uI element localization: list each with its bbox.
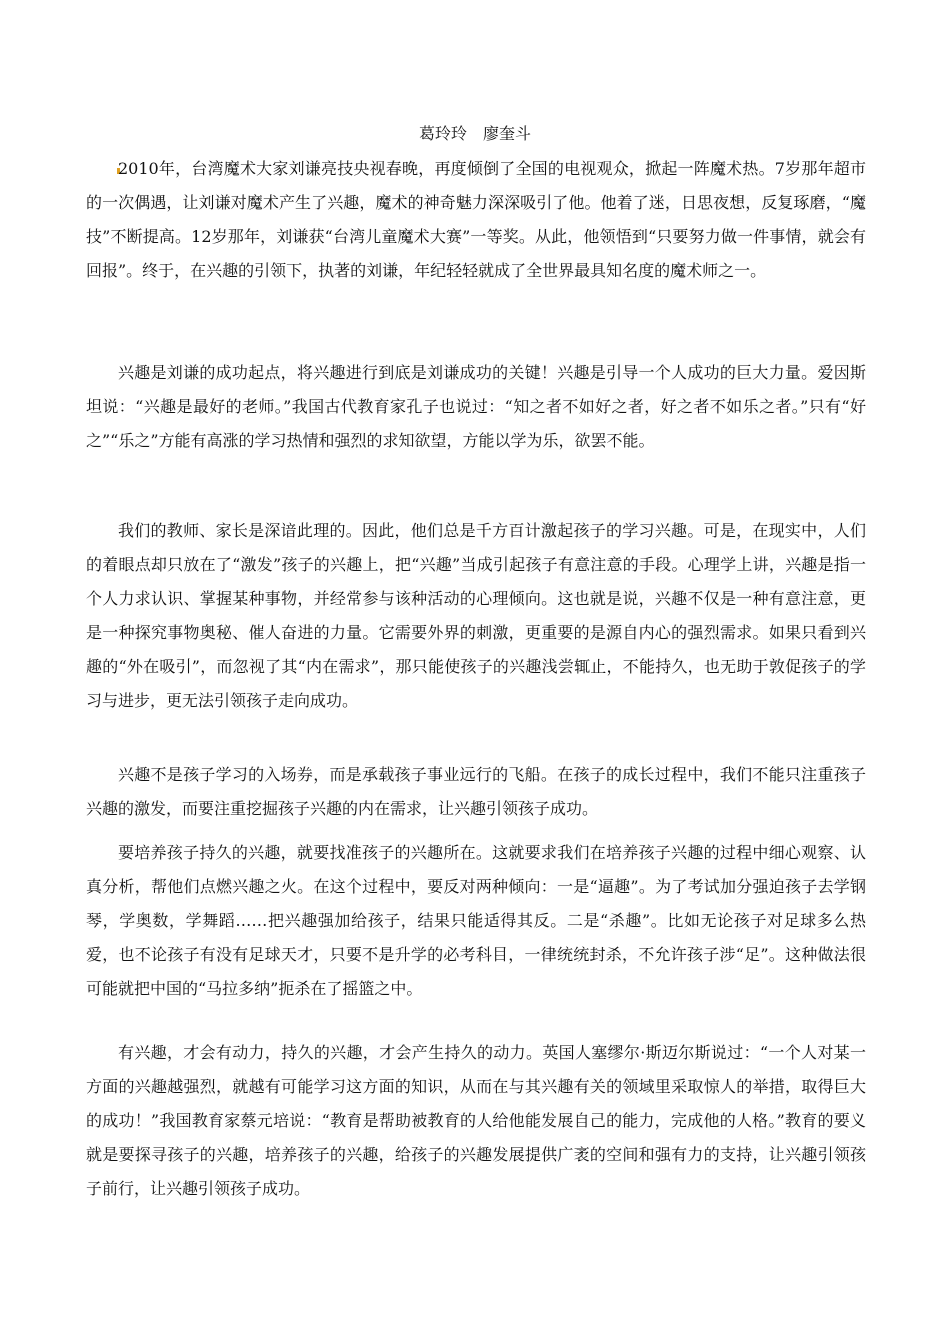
author-line: 葛玲玲 廖奎斗 <box>418 124 531 143</box>
paragraph-2: 兴趣是刘谦的成功起点，将兴趣进行到底是刘谦成功的关键！兴趣是引导一个人成功的巨大力量。爱因斯坦说：“兴趣是最好的老师。”我国古代教育家孔子也说过：“知之者不如好之者，好之者不如乐之者。”只有“好之”“乐之”方能有高涨的学习热情和强烈的求知欲望，方能以学为乐，欲罢不能。 <box>86 363 866 450</box>
paragraph-5: 要培养孩子持久的兴趣，就要找准孩子的兴趣所在。这就要求我们在培养孩子兴趣的过程中细心观察、认真分析，帮他们点燃兴趣之火。在这个过程中，要反对两种倾向：一是“逼趣”。为了考试加分强迫孩子去学钢琴，学奥数，学舞蹈……把兴趣强加给孩子，结果只能适得其反。二是“杀趣”。比如无论孩子对足球多么热爱，也不论孩子有没有足球天才，只要不是升学的必考科目，一律统统封杀，不允许孩子涉“足”。这种做法很可能就把中国的“马拉多纳”扼杀在了摇篮之中。 <box>86 843 866 998</box>
paragraph-3: 我们的教师、家长是深谙此理的。因此，他们总是千方百计激起孩子的学习兴趣。可是，在现实中，人们的着眼点却只放在了“激发”孩子的兴趣上，把“兴趣”当成引起孩子有意注意的手段。心理学上讲，兴趣是指一个人力求认识、掌握某种事物，并经常参与该种活动的心理倾向。这也就是说，兴趣不仅是一种有意注意，更是一种探究事物奥秘、催人奋进的力量。它需要外界的刺激，更重要的是源自内心的强烈需求。如果只看到兴趣的“外在吸引”，而忽视了其“内在需求”，那只能使孩子的兴趣浅尝辄止，不能持久，也无助于敦促孩子的学习与进步，更无法引领孩子走向成功。 <box>86 521 866 710</box>
paragraph-6: 有兴趣，才会有动力，持久的兴趣，才会产生持久的动力。英国人塞缪尔·斯迈尔斯说过：“一个人对某一方面的兴趣越强烈，就越有可能学习这方面的知识，从而在与其兴趣有关的领域里采取惊人的举措，取得巨大的成功！”我国教育家蔡元培说：“教育是帮助被教育的人给他能发展自己的能力，完成他的人格。”教育的要义就是要探寻孩子的兴趣，培养孩子的兴趣，给孩子的兴趣发展提供广袤的空间和强有力的支持，让兴趣引领孩子前行，让兴趣引领孩子成功。 <box>86 1043 866 1198</box>
paragraph-4: 兴趣不是孩子学习的入场券，而是承载孩子事业远行的飞船。在孩子的成长过程中，我们不能只注重孩子兴趣的激发，而要注重挖掘孩子兴趣的内在需求，让兴趣引领孩子成功。 <box>86 765 866 818</box>
paragraph-1: 2010年，台湾魔术大家刘谦亮技央视春晚，再度倾倒了全国的电视观众，掀起一阵魔术热。7岁那年超市的一次偶遇，让刘谦对魔术产生了兴趣，魔术的神奇魅力深深吸引了他。他着了迷，日思夜想，反复琢磨，“魔技”不断提高。12岁那年，刘谦获“台湾儿童魔术大赛”一等奖。从此，他领悟到“只要努力做一件事情，就会有回报”。终于，在兴趣的引领下，执著的刘谦，年纪轻轻就成了全世界最具知名度的魔术师之一。 <box>86 159 866 280</box>
